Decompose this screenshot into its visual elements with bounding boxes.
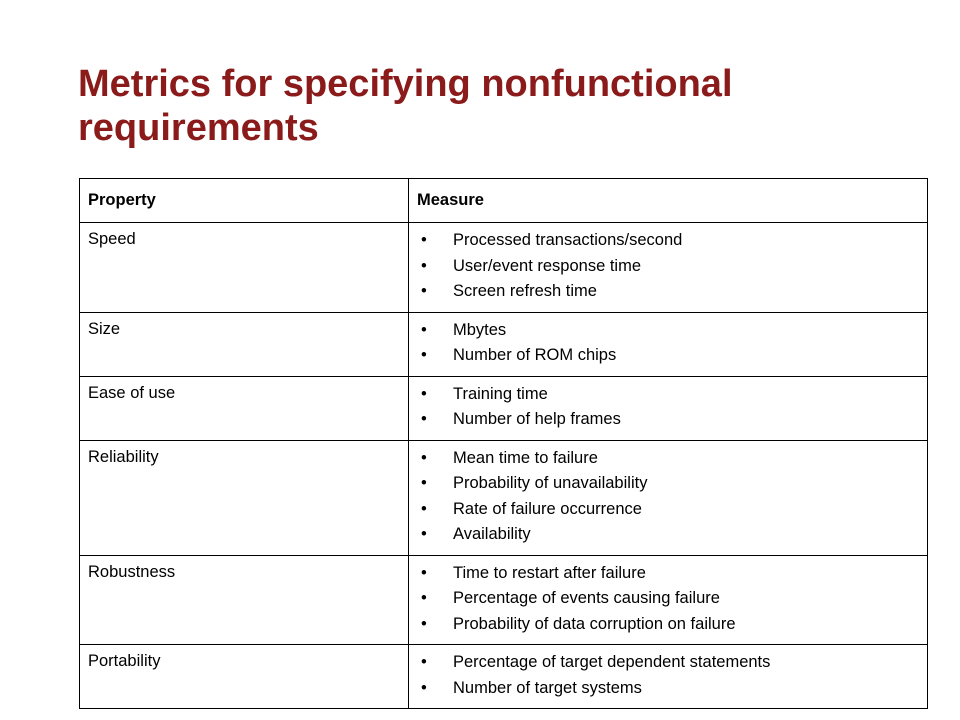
property-cell: Robustness bbox=[80, 555, 409, 645]
measure-list bbox=[417, 318, 919, 369]
measure-item: • Probability of unavailability bbox=[417, 471, 919, 497]
metrics-table bbox=[79, 178, 928, 709]
table-body bbox=[80, 223, 928, 709]
property-cell: Portability bbox=[80, 645, 409, 709]
measure-cell bbox=[409, 376, 928, 440]
page-title: Metrics for specifying nonfunctional requirements bbox=[78, 63, 733, 149]
measure-cell bbox=[409, 555, 928, 645]
measure-list bbox=[417, 382, 919, 433]
measure-item: • Time to restart after failure bbox=[417, 561, 919, 587]
table-row bbox=[80, 555, 928, 645]
measure-cell bbox=[409, 645, 928, 709]
measure-item: • Rate of failure occurrence bbox=[417, 497, 919, 523]
property-cell: Reliability bbox=[80, 440, 409, 555]
measure-list bbox=[417, 650, 919, 701]
measure-item: • Number of help frames bbox=[417, 407, 919, 433]
property-cell: Speed bbox=[80, 223, 409, 313]
measure-cell bbox=[409, 312, 928, 376]
measure-list bbox=[417, 228, 919, 305]
measure-list bbox=[417, 561, 919, 638]
measure-item: • Training time bbox=[417, 382, 919, 408]
property-cell: Size bbox=[80, 312, 409, 376]
measure-cell bbox=[409, 223, 928, 313]
property-cell: Ease of use bbox=[80, 376, 409, 440]
table-header-row bbox=[80, 179, 928, 223]
measure-list bbox=[417, 446, 919, 548]
measure-item: • Probability of data corruption on failure bbox=[417, 612, 919, 638]
table-row bbox=[80, 440, 928, 555]
measure-cell bbox=[409, 440, 928, 555]
measure-item: • Mean time to failure bbox=[417, 446, 919, 472]
header-measure: Measure bbox=[409, 179, 928, 223]
measure-item: • Number of ROM chips bbox=[417, 343, 919, 369]
header-property: Property bbox=[80, 179, 409, 223]
measure-item: • Availability bbox=[417, 522, 919, 548]
measure-item: • Number of target systems bbox=[417, 676, 919, 702]
table-row bbox=[80, 223, 928, 313]
measure-item: • Percentage of events causing failure bbox=[417, 586, 919, 612]
measure-item: • Mbytes bbox=[417, 318, 919, 344]
measure-item: • Percentage of target dependent statements bbox=[417, 650, 919, 676]
measure-item: • Screen refresh time bbox=[417, 279, 919, 305]
measure-item: • Processed transactions/second bbox=[417, 228, 919, 254]
table-row bbox=[80, 645, 928, 709]
table-row bbox=[80, 376, 928, 440]
measure-item: • User/event response time bbox=[417, 254, 919, 280]
table-row bbox=[80, 312, 928, 376]
